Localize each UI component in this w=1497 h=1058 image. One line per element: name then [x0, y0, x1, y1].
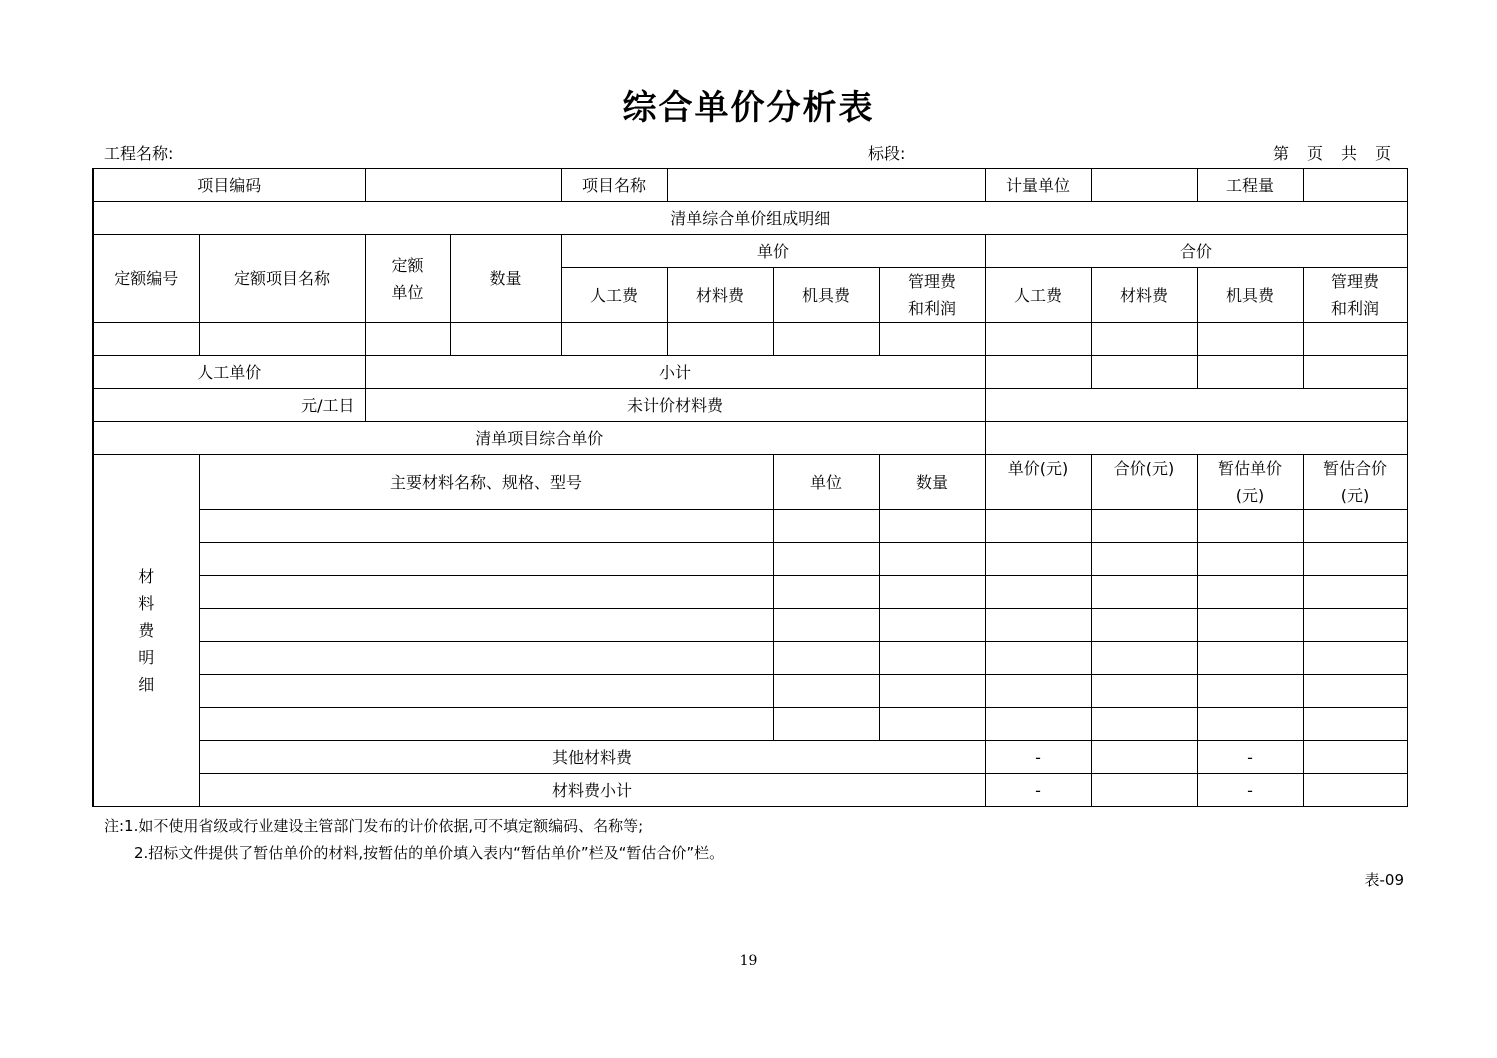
cell[interactable]	[561, 323, 667, 356]
labor-unit-price-label: 人工单价	[93, 356, 365, 389]
table-row-subtotal	[93, 356, 1407, 389]
cell[interactable]	[1197, 510, 1303, 543]
est-total-price-header: 暂估合价 (元)	[1303, 455, 1407, 510]
cell[interactable]	[985, 323, 1091, 356]
up-machine-header: 机具费	[773, 268, 879, 323]
material-subtotal-label: 材料费小计	[199, 774, 985, 807]
cell[interactable]	[773, 323, 879, 356]
table-row-material	[93, 543, 1407, 576]
unpriced-material-value[interactable]	[985, 389, 1407, 422]
cell[interactable]	[1091, 576, 1197, 609]
unit-value[interactable]	[1091, 169, 1197, 202]
tp-labor-header: 人工费	[985, 268, 1091, 323]
dash-cell: -	[1197, 774, 1303, 807]
cell[interactable]	[985, 642, 1091, 675]
unpriced-material-label: 未计价材料费	[365, 389, 985, 422]
cell[interactable]	[879, 708, 985, 741]
cell[interactable]	[1091, 774, 1197, 807]
note-line-1: 注:1.如不使用省级或行业建设主管部门发布的计价依据,可不填定额编码、名称等;	[104, 817, 644, 835]
cell[interactable]	[199, 510, 773, 543]
item-name-value[interactable]	[667, 169, 985, 202]
cell[interactable]	[1091, 675, 1197, 708]
cell[interactable]	[1091, 741, 1197, 774]
material-name-header: 主要材料名称、规格、型号	[199, 455, 773, 510]
cell[interactable]	[985, 708, 1091, 741]
unit-label: 计量单位	[985, 169, 1091, 202]
item-name-label: 项目名称	[561, 169, 667, 202]
cell[interactable]	[199, 323, 365, 356]
cell[interactable]	[1091, 356, 1197, 389]
up-labor-header: 人工费	[561, 268, 667, 323]
quota-unit-header: 定额 单位	[365, 235, 450, 323]
cell[interactable]	[199, 708, 773, 741]
cell[interactable]	[773, 609, 879, 642]
table-row-other-material	[93, 741, 1407, 774]
dash-cell: -	[985, 774, 1091, 807]
cell[interactable]	[1197, 323, 1303, 356]
cell[interactable]	[1303, 356, 1407, 389]
note-line-2: 2.招标文件提供了暂估单价的材料,按暂估的单价填入表内“暂估单价”栏及“暂估合价”栏。	[134, 844, 725, 862]
cell[interactable]	[773, 675, 879, 708]
cell[interactable]	[879, 576, 985, 609]
cell[interactable]	[1091, 642, 1197, 675]
table-row-quota-entry	[93, 323, 1407, 356]
unit-price-header: 单价	[561, 235, 985, 268]
cell[interactable]	[93, 323, 199, 356]
cell[interactable]	[1197, 675, 1303, 708]
cell[interactable]	[1303, 323, 1407, 356]
cell[interactable]	[1091, 609, 1197, 642]
item-code-label: 项目编码	[93, 169, 365, 202]
page-ye: 页	[1307, 144, 1324, 163]
cell[interactable]	[1197, 642, 1303, 675]
cell[interactable]	[1197, 609, 1303, 642]
table-row-material	[93, 675, 1407, 708]
cell[interactable]	[879, 675, 985, 708]
material-detail-side-label: 材 料 费 明 细	[93, 455, 199, 807]
table-row-detail-title	[93, 202, 1407, 235]
cell[interactable]	[1197, 708, 1303, 741]
tp-mgmt-header: 管理费 和利润	[1303, 268, 1407, 323]
up-material-header: 材料费	[667, 268, 773, 323]
cell[interactable]	[1303, 642, 1407, 675]
material-unit-price-header: 单价(元)	[985, 455, 1091, 510]
page-title: 综合单价分析表	[622, 88, 875, 128]
page-info	[1255, 141, 1391, 164]
cell[interactable]	[773, 642, 879, 675]
cell[interactable]	[773, 708, 879, 741]
cell[interactable]	[199, 609, 773, 642]
table-row-material	[93, 609, 1407, 642]
dash-cell: -	[1197, 741, 1303, 774]
cell[interactable]	[879, 642, 985, 675]
cell[interactable]	[1303, 510, 1407, 543]
cell[interactable]	[667, 323, 773, 356]
cell[interactable]	[199, 543, 773, 576]
cell[interactable]	[1303, 741, 1407, 774]
cell[interactable]	[199, 576, 773, 609]
yuan-per-day-label: 元/工日	[93, 389, 365, 422]
table-row-material-header	[93, 455, 1407, 510]
table-row-col-head-1	[93, 235, 1407, 268]
cell[interactable]	[773, 576, 879, 609]
form-number: 表-09	[1364, 871, 1404, 889]
quantity-label: 工程量	[1197, 169, 1303, 202]
dash-cell: -	[985, 741, 1091, 774]
cell[interactable]	[1091, 510, 1197, 543]
up-mgmt-header: 管理费 和利润	[879, 268, 985, 323]
page-ye-total: 页	[1375, 144, 1392, 163]
table-row-material	[93, 708, 1407, 741]
cell[interactable]	[879, 510, 985, 543]
page-number: 19	[739, 953, 758, 969]
est-unit-price-header: 暂估单价 (元)	[1197, 455, 1303, 510]
cell[interactable]	[199, 642, 773, 675]
cell[interactable]	[985, 510, 1091, 543]
other-material-label: 其他材料费	[199, 741, 985, 774]
cell[interactable]	[985, 576, 1091, 609]
table-row-material-subtotal	[93, 774, 1407, 807]
page-gong: 共	[1341, 144, 1358, 163]
total-price-header: 合价	[985, 235, 1407, 268]
cell[interactable]	[985, 356, 1091, 389]
table-row-material	[93, 642, 1407, 675]
cell[interactable]	[1303, 609, 1407, 642]
cell[interactable]	[1197, 356, 1303, 389]
table-row-material	[93, 510, 1407, 543]
cell[interactable]	[1303, 708, 1407, 741]
cell[interactable]	[773, 510, 879, 543]
item-unit-price-label: 清单项目综合单价	[93, 422, 985, 455]
cell[interactable]	[199, 675, 773, 708]
item-code-value[interactable]	[365, 169, 561, 202]
cell[interactable]	[1303, 675, 1407, 708]
subtotal-label: 小计	[365, 356, 985, 389]
section-label: 标段:	[868, 144, 906, 163]
tp-material-header: 材料费	[1091, 268, 1197, 323]
cell[interactable]	[1091, 543, 1197, 576]
quantity-value[interactable]	[1303, 169, 1407, 202]
cell[interactable]	[985, 543, 1091, 576]
quota-code-header: 定额编号	[93, 235, 199, 323]
table-row-item-unit-price	[93, 422, 1407, 455]
cell[interactable]	[985, 609, 1091, 642]
cell[interactable]	[1091, 708, 1197, 741]
qty-header: 数量	[450, 235, 561, 323]
cell[interactable]	[450, 323, 561, 356]
material-qty-header: 数量	[879, 455, 985, 510]
cell[interactable]	[365, 323, 450, 356]
table-row-header-info	[93, 169, 1407, 202]
cell[interactable]	[1197, 543, 1303, 576]
table-row-material	[93, 576, 1407, 609]
cell[interactable]	[1303, 774, 1407, 807]
unit-price-analysis-table	[92, 168, 1408, 807]
cell[interactable]	[1303, 576, 1407, 609]
cell[interactable]	[985, 675, 1091, 708]
material-total-price-header: 合价(元)	[1091, 455, 1197, 510]
cell[interactable]	[1091, 323, 1197, 356]
cell[interactable]	[1303, 543, 1407, 576]
cell[interactable]	[879, 323, 985, 356]
tp-machine-header: 机具费	[1197, 268, 1303, 323]
page-di: 第	[1273, 144, 1290, 163]
project-name-label: 工程名称:	[104, 144, 174, 163]
cell[interactable]	[1197, 576, 1303, 609]
cell[interactable]	[773, 543, 879, 576]
cell[interactable]	[879, 609, 985, 642]
material-unit-header: 单位	[773, 455, 879, 510]
table-row-unpriced	[93, 389, 1407, 422]
quota-name-header: 定额项目名称	[199, 235, 365, 323]
detail-title: 清单综合单价组成明细	[93, 202, 1407, 235]
item-unit-price-value[interactable]	[985, 422, 1407, 455]
cell[interactable]	[879, 543, 985, 576]
